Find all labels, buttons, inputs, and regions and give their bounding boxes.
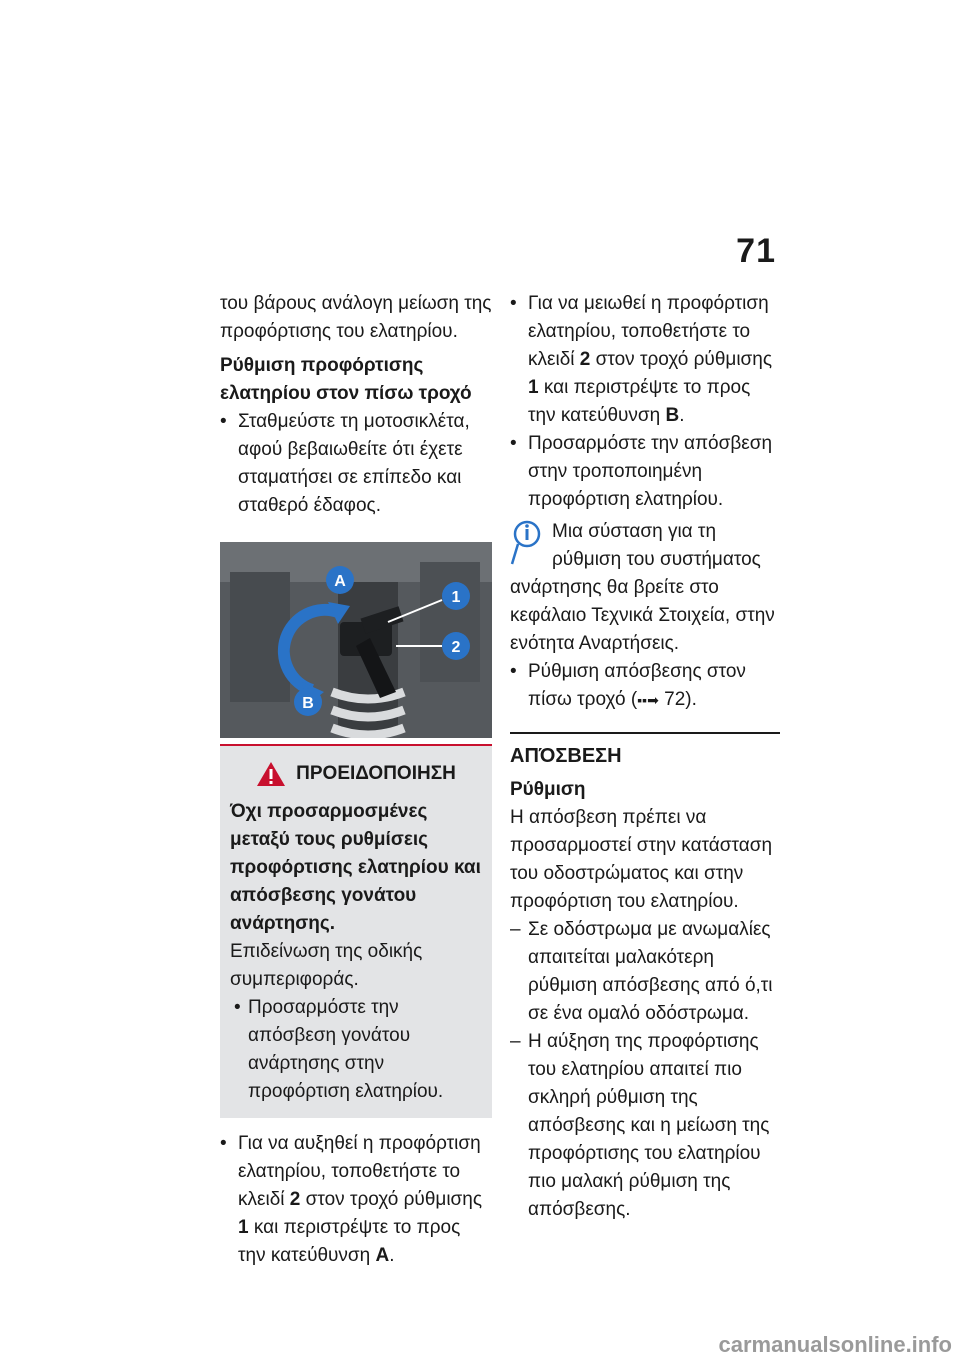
footer-watermark: carmanualsonline.info [718,1332,952,1357]
wheel-number: 1 [528,377,539,398]
direction-letter: B [665,405,680,426]
info-text: Μια σύσταση για τη ρύθμιση του συστήματος ανάρτησης θα βρείτε στο κεφάλαιο Τεχνικά Στοιχεία, στην ενότητα Αναρτήσεις. [510,521,775,654]
bullet-decrease-preload: • Για να μειωθεί η προφόρτιση ελατηρίου, τοποθετήστε το κλειδί 2 στον τροχό ρύθμισης 1 και περιστρέψτε το προς την κατεύθυνση B. [510,290,780,430]
section-title: ΑΠΌΣΒΕΣΗ [510,732,780,770]
warning-triangle-icon [256,760,286,788]
damping-paragraph: Η απόσβεση πρέπει να προσαρμοστεί στην κατάσταση του οδοστρώματος και στην προφόρτιση του ελατηρίου. [510,807,773,913]
illustration-svg [220,542,492,738]
shock-absorber-illustration [220,542,492,738]
dash-item-preload-relation: – Η αύξηση της προφόρτισης του ελατηρίου απαιτεί πιο σκληρή ρύθμιση της απόσβεσης και η μείωση της προφόρτισης του ελατηρίου πιο μαλακή ρύθμιση της απόσβεσης. [510,1028,780,1224]
callout-a: A [334,573,346,590]
page-number: 71 [736,232,776,270]
warning-label: ΠΡΟΕΙΔΟΠΟΙΗΣΗ [296,763,456,784]
callout-1: 1 [451,589,461,606]
callout-b: B [302,695,314,712]
key-number: 2 [579,349,591,370]
section-heading: Ρύθμιση προφόρτισης ελατηρίου στον πίσω τροχό [220,355,472,404]
bullet-rear-damping-ref: • Ρύθμιση απόσβεσης στον πίσω τροχό (▪▪➡ 72). [510,658,780,714]
bullet-adjust-damping: • Προσαρμόστε την απόσβεση στην τροποποιημένη προφόρτιση ελατηρίου. [510,430,780,514]
bullet-increase-preload: • Για να αυξηθεί η προφόρτιση ελατηρίου, τοποθετήστε το κλειδί 2 στον τροχό ρύθμισης 1 και περιστρέψτε το προς την κατεύθυνση A. [220,1130,492,1270]
info-icon [510,520,544,566]
warning-text: Επιδείνωση της οδικής συμπεριφοράς. [230,941,423,990]
direction-letter: A [375,1245,390,1266]
intro-text: του βάρους ανάλογη μείωση της προφόρτισης του ελατηρίου. [220,293,492,342]
warning-action: • Προσαρμόστε την απόσβεση γονάτου ανάρτησης στην προφόρτιση ελατηρίου. [230,994,482,1106]
sub-heading: Ρύθμιση [510,779,586,801]
info-note [510,518,780,658]
page-reference[interactable]: 72 [664,689,686,711]
key-number: 2 [289,1189,301,1210]
warning-title: Όχι προσαρμοσμένες μεταξύ τους ρυθμίσεις προφόρτισης ελατηρίου και απόσβεσης γονάτου ανάρτησης. [230,801,481,934]
callout-2: 2 [451,639,461,656]
right-column [510,290,780,1224]
warning-header [230,760,482,788]
page-reference-icon: ▪▪➡ [637,692,659,708]
warning-box [220,744,492,1118]
bullet-park: • Σταθμεύστε τη μοτοσικλέτα, αφού βεβαιωθείτε ότι έχετε σταματήσει σε επίπεδο και σταθερό έδαφος. [220,408,492,520]
dash-item-rough-road: – Σε οδόστρωμα με ανωμαλίες απαιτείται μαλακότερη ρύθμιση απόσβεσης από ό,τι σε ένα ομαλό οδόστρωμα. [510,916,780,1028]
wheel-number: 1 [238,1217,249,1238]
left-column [220,290,492,1270]
